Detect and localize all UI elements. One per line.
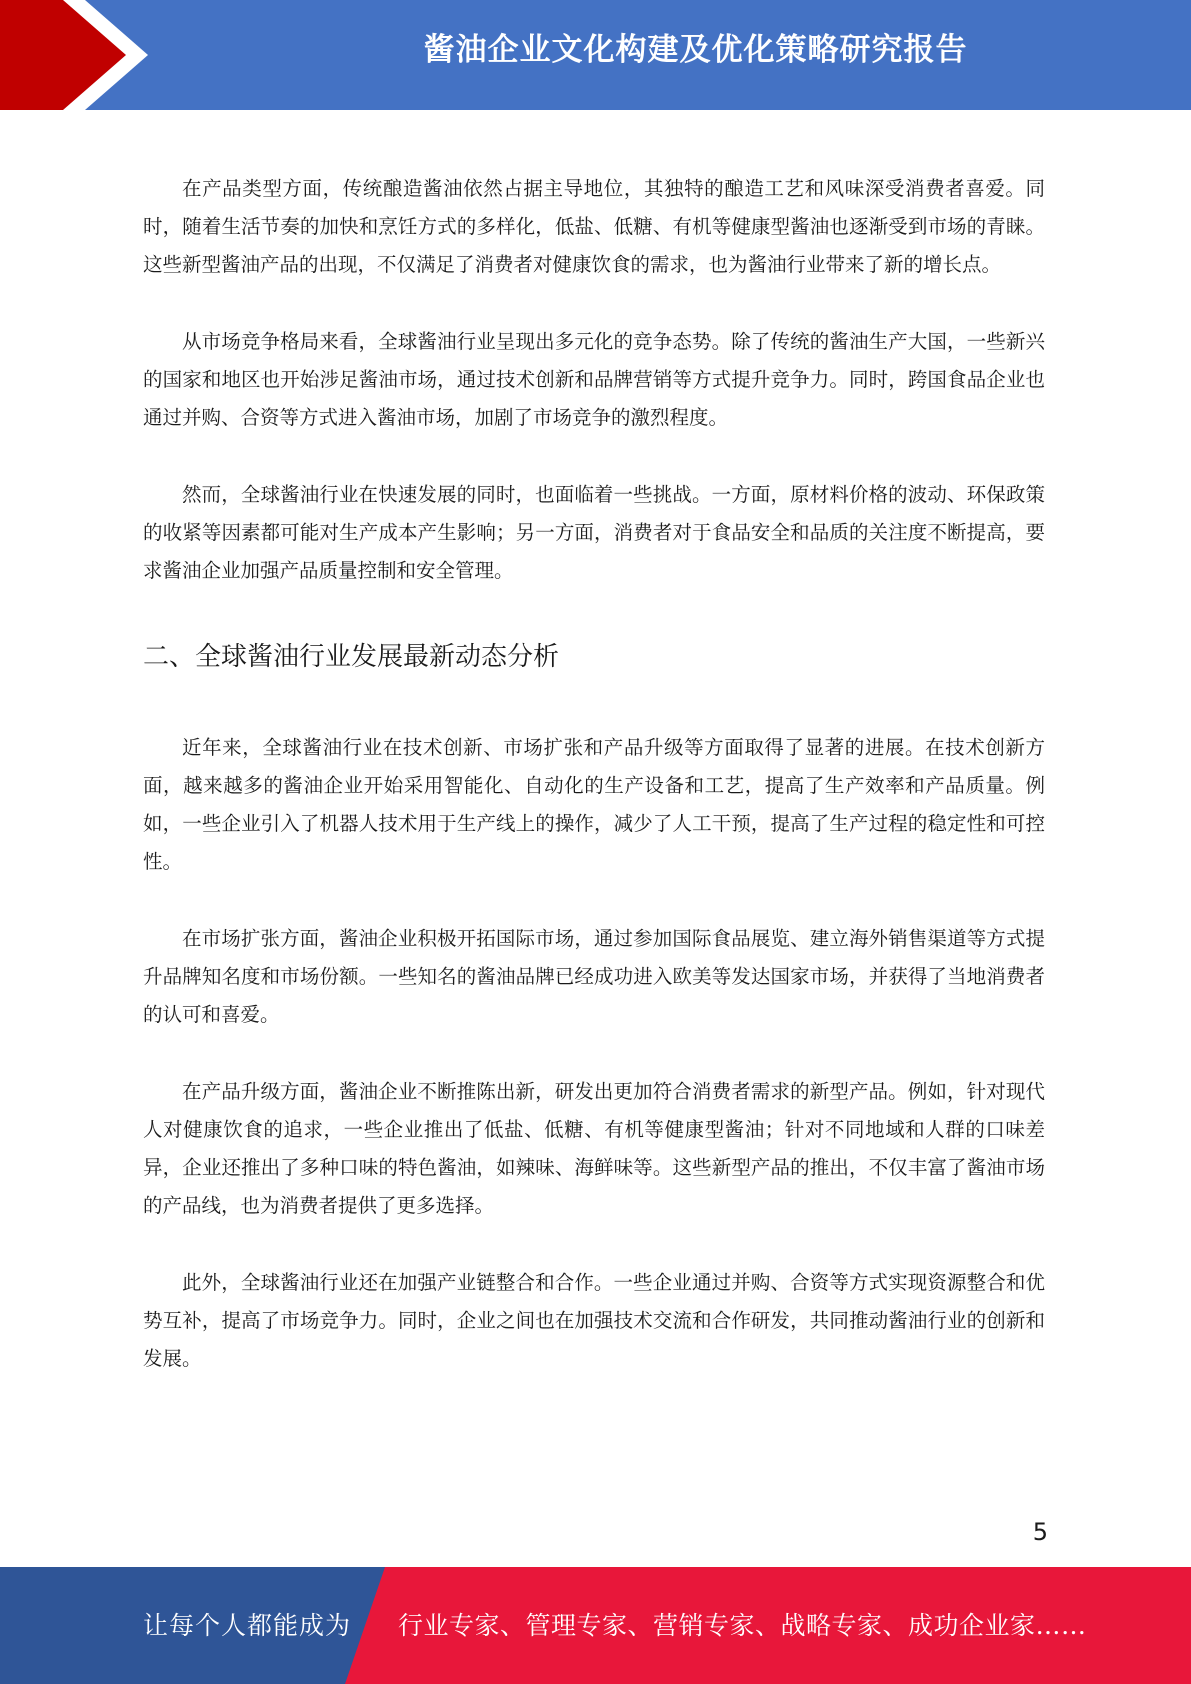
- section-heading: 二、全球酱油行业发展最新动态分析: [143, 642, 560, 672]
- page-footer: [0, 1567, 1191, 1684]
- page-number: 5: [1032, 1518, 1048, 1546]
- paragraph-product-upgrade: 在产品升级方面，酱油企业不断推陈出新，研发出更加符合消费者需求的新型产品。例如，针对现代人对健康饮食的追求，一些企业推出了低盐、低糖、有机等健康型酱油；针对不同地域和人群的口味差异，企业还推出了多种口味的特色酱油，如辣味、海鲜味等。这些新型产品的推出，不仅丰富了酱油市场的产品线，也为消费者提供了更多选择。: [143, 1080, 1045, 1217]
- paragraph-challenges: 然而，全球酱油行业在快速发展的同时，也面临着一些挑战。一方面，原材料价格的波动、环保政策的收紧等因素都可能对生产成本产生影响；另一方面，消费者对于食品安全和品质的关注度不断提高，要求酱油企业加强产品质量控制和安全管理。: [143, 483, 1045, 582]
- document-title: 酱油企业文化构建及优化策略研究报告: [423, 32, 968, 68]
- paragraph-market-expansion: 在市场扩张方面，酱油企业积极开拓国际市场，通过参加国际食品展览、建立海外销售渠道等方式提升品牌知名度和市场份额。一些知名的酱油品牌已经成功进入欧美等发达国家市场，并获得了当地消费者的认可和喜爱。: [143, 927, 1045, 1026]
- footer-slogan-left: 让每个人都能成为: [143, 1611, 352, 1640]
- page-content: [143, 170, 1045, 1378]
- chevron-arrow-icon: [0, 0, 160, 110]
- paragraph-market-competition: 从市场竞争格局来看，全球酱油行业呈现出多元化的竞争态势。除了传统的酱油生产大国，一些新兴的国家和地区也开始涉足酱油市场，通过技术创新和品牌营销等方式提升竞争力。同时，跨国食品企业也通过并购、合资等方式进入酱油市场，加剧了市场竞争的激烈程度。: [143, 330, 1045, 429]
- paragraph-recent-progress: 近年来，全球酱油行业在技术创新、市场扩张和产品升级等方面取得了显著的进展。在技术创新方面，越来越多的酱油企业开始采用智能化、自动化的生产设备和工艺，提高了生产效率和产品质量。例如，一些企业引入了机器人技术用于生产线上的操作，减少了人工干预，提高了生产过程的稳定性和可控性。: [143, 736, 1045, 873]
- page-header: [0, 0, 1191, 110]
- footer-slogan-right: 行业专家、管理专家、营销专家、战略专家、成功企业家……: [398, 1611, 1087, 1640]
- paragraph-industry-integration: 此外，全球酱油行业还在加强产业链整合和合作。一些企业通过并购、合资等方式实现资源整合和优势互补，提高了市场竞争力。同时，企业之间也在加强技术交流和合作研发，共同推动酱油行业的创新和发展。: [143, 1271, 1045, 1370]
- paragraph-product-types: 在产品类型方面，传统酿造酱油依然占据主导地位，其独特的酿造工艺和风味深受消费者喜爱。同时，随着生活节奏的加快和烹饪方式的多样化，低盐、低糖、有机等健康型酱油也逐渐受到市场的青睐。这些新型酱油产品的出现，不仅满足了消费者对健康饮食的需求，也为酱油行业带来了新的增长点。: [143, 177, 1045, 276]
